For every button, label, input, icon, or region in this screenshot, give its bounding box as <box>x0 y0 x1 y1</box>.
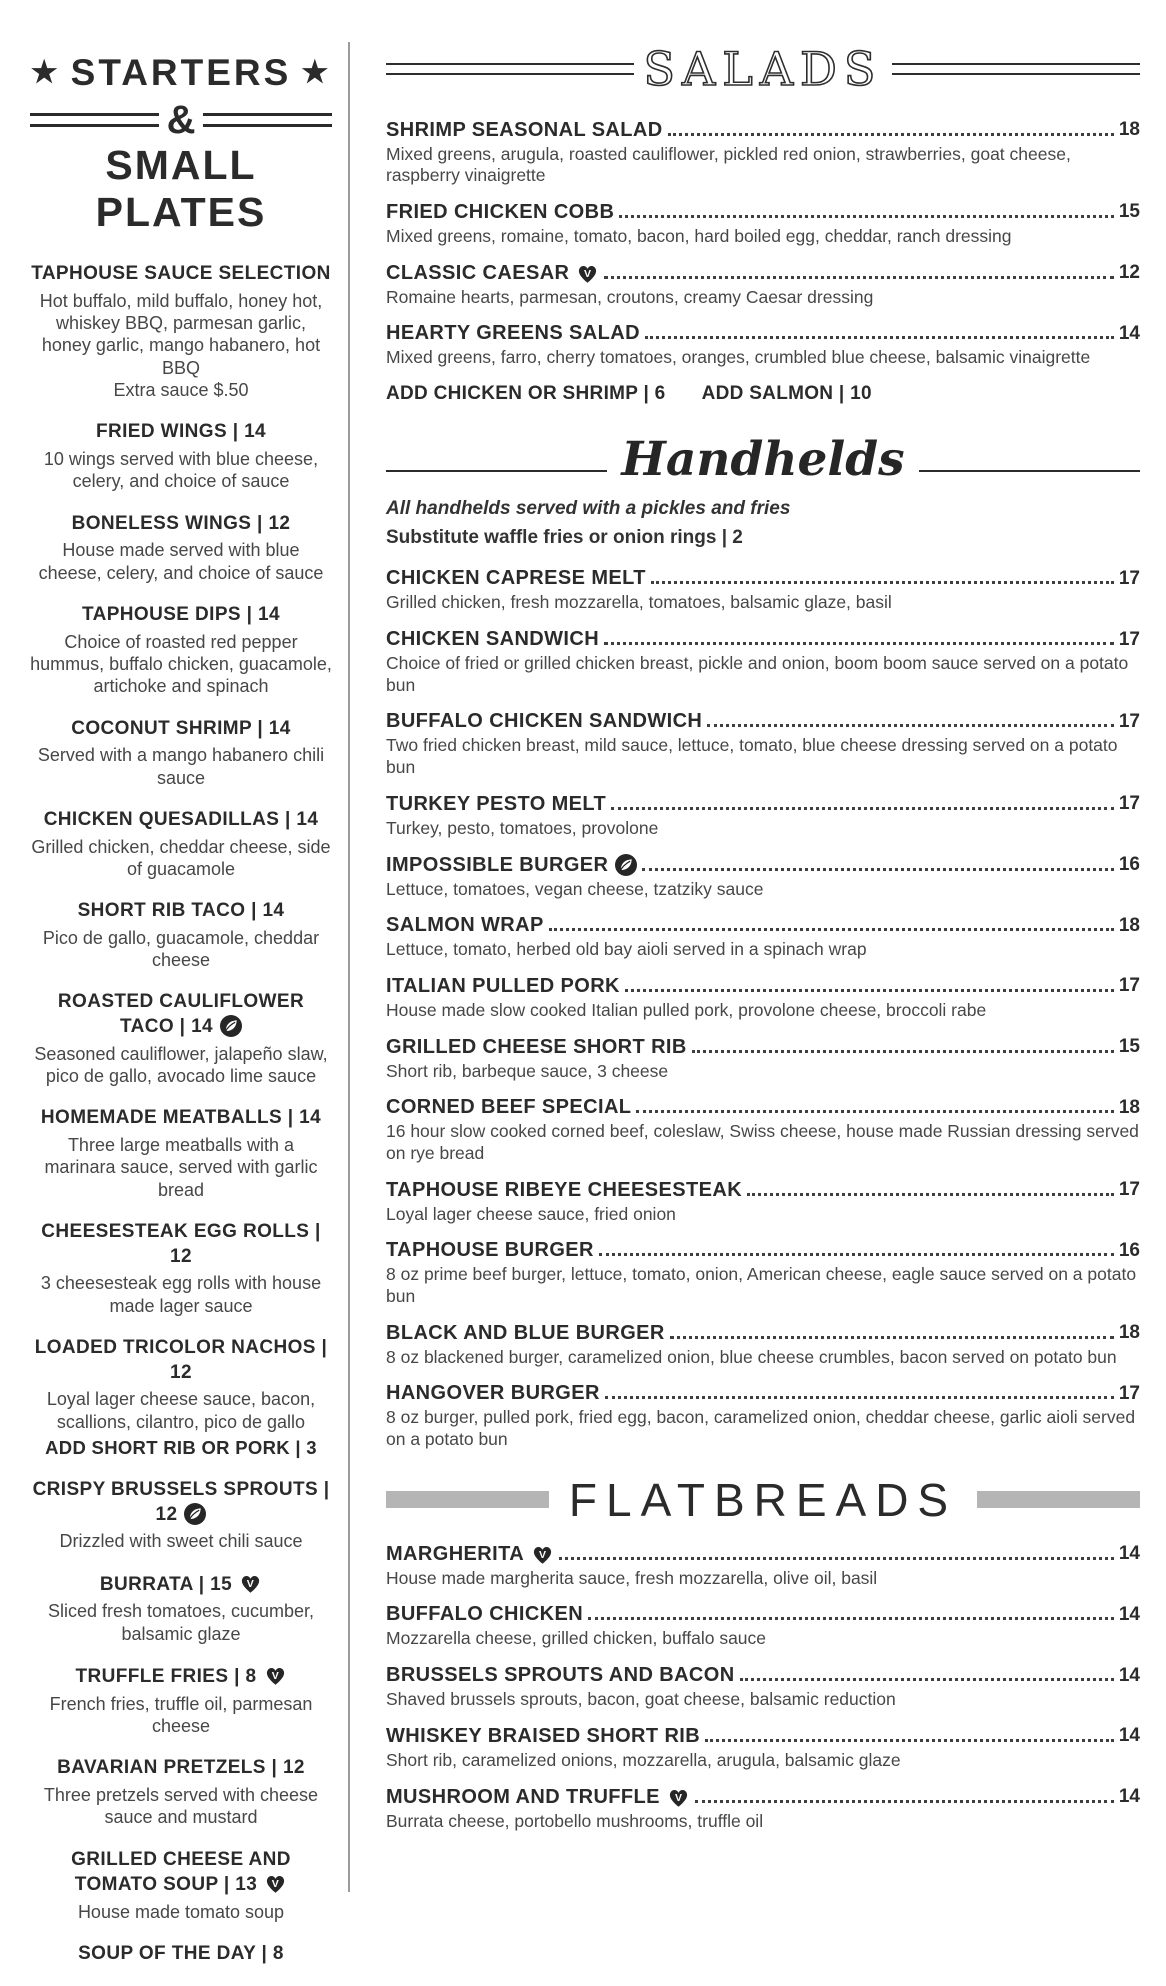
menu-item <box>30 603 332 698</box>
item-price: 14 <box>1118 1543 1140 1565</box>
rule <box>919 470 1140 472</box>
menu-item <box>386 201 1140 248</box>
item-description: 10 wings served with blue cheese, celery, and choice of sauce <box>43 448 319 492</box>
item-name-row <box>386 1239 1140 1262</box>
item-name: HEARTY GREENS SALAD <box>386 322 640 345</box>
menu-item <box>386 567 1140 614</box>
menu-item <box>386 1603 1140 1650</box>
salad-addons <box>386 383 1140 405</box>
item-name: BUFFALO CHICKEN <box>386 1603 584 1626</box>
item-name: CHICKEN CAPRESE MELT <box>386 567 646 590</box>
item-description: Mozzarella cheese, grilled chicken, buffalo sauce <box>386 1628 767 1649</box>
item-description: 16 hour slow cooked corned beef, coleslaw, Swiss cheese, house made Russian dressing served on rye bread <box>386 1121 1139 1163</box>
small-plates-title: SMALL PLATES <box>95 142 267 235</box>
item-description: Grilled chicken, fresh mozzarella, tomatoes, balsamic glaze, basil <box>386 592 892 613</box>
item-name: COCONUT SHRIMP | 14 <box>71 717 291 739</box>
item-description: Choice of fried or grilled chicken breast, pickle and onion, boom boom sauce served on a potato bun <box>386 653 1129 695</box>
menu-item <box>386 710 1140 778</box>
item-price: 15 <box>1118 201 1140 223</box>
item-price: 17 <box>1118 793 1140 815</box>
item-price: 14 <box>1118 1725 1140 1747</box>
menu-item <box>30 717 332 789</box>
handhelds-substitute-note: Substitute waffle fries or onion rings | 2 <box>386 527 743 549</box>
item-name-row <box>386 628 1140 651</box>
vegetarian-heart-icon <box>264 1872 287 1895</box>
item-price: 14 <box>1118 1664 1140 1686</box>
dotted-leader <box>642 868 1113 871</box>
dotted-leader <box>625 989 1114 992</box>
handhelds-heading <box>386 432 1140 488</box>
item-name-row <box>386 1725 1140 1748</box>
leaf-icon <box>220 1015 242 1037</box>
dotted-leader <box>559 1557 1114 1560</box>
menu-item <box>30 420 332 492</box>
salad-addon: ADD CHICKEN OR SHRIMP | 6 <box>386 383 666 405</box>
menu-item <box>30 262 332 401</box>
item-name: HANGOVER BURGER <box>386 1382 600 1405</box>
menu-item <box>386 1664 1140 1711</box>
starters-title-row <box>30 52 332 94</box>
menu-item <box>386 914 1140 961</box>
menu-item <box>386 975 1140 1022</box>
item-description: Hot buffalo, mild buffalo, honey hot, whiskey BBQ, parmesan garlic, honey garlic, mango habanero, hot BBQ <box>39 290 323 378</box>
item-name: LOADED TRICOLOR NACHOS | 12 <box>34 1337 328 1383</box>
item-name-row <box>386 567 1140 590</box>
item-name-row <box>386 201 1140 224</box>
dotted-leader <box>740 1678 1114 1681</box>
svg-text:V: V <box>271 1670 279 1683</box>
item-name: MARGHERITA <box>386 1542 525 1565</box>
dotted-leader <box>747 1193 1114 1196</box>
item-name-row <box>386 322 1140 345</box>
flatbreads-section <box>386 1473 1140 1832</box>
item-description: Three large meatballs with a marinara sauce, served with garlic bread <box>44 1135 318 1200</box>
starters-header <box>30 52 332 236</box>
starters-column <box>30 52 332 1986</box>
item-description: House made tomato soup <box>77 1902 285 1923</box>
item-name: FRIED CHICKEN COBB <box>386 200 615 223</box>
menu-item <box>386 1725 1140 1772</box>
menu-item <box>386 1543 1140 1590</box>
dotted-leader <box>670 1336 1114 1339</box>
item-description: Mixed greens, farro, cherry tomatoes, oranges, crumbled blue cheese, balsamic vinaigrette <box>386 347 1091 368</box>
menu-item <box>30 1848 332 1924</box>
item-name-row <box>386 119 1140 142</box>
vegetarian-heart-icon <box>264 1664 287 1687</box>
item-price: 15 <box>1118 1036 1140 1058</box>
item-name: HOMEMADE MEATBALLS | 14 <box>40 1107 322 1129</box>
item-description: Short rib, caramelized onions, mozzarella, arugula, balsamic glaze <box>386 1749 901 1770</box>
item-description: Turkey, pesto, tomatoes, provolone <box>386 817 659 838</box>
item-description: House made served with blue cheese, celery, and choice of sauce <box>38 540 324 583</box>
item-description: 8 oz blackened burger, caramelized onion, blue cheese crumbles, bacon served on potato bun <box>386 1346 1117 1367</box>
item-name-row <box>386 1786 1140 1809</box>
handhelds-section <box>386 432 1140 1451</box>
menu-item <box>386 854 1140 901</box>
salad-addon: ADD SALMON | 10 <box>701 383 872 405</box>
main-column <box>386 44 1140 1846</box>
dotted-leader <box>599 1253 1114 1256</box>
flatbreads-heading <box>386 1473 1140 1526</box>
item-description: Shaved brussels sprouts, bacon, goat cheese, balsamic reduction <box>386 1689 896 1710</box>
dotted-leader <box>605 1396 1114 1399</box>
item-price: 12 <box>1118 262 1140 284</box>
star-icon <box>301 58 331 88</box>
item-name: CORNED BEEF SPECIAL <box>386 1096 632 1119</box>
dotted-leader <box>604 642 1114 645</box>
item-price: 18 <box>1118 1322 1140 1344</box>
item-description: Drizzled with sweet chili sauce <box>59 1531 303 1552</box>
column-divider <box>348 42 350 1892</box>
item-name-row <box>386 262 1140 285</box>
salads-heading <box>386 44 1140 95</box>
item-description: 8 oz burger, pulled pork, fried egg, bacon, caramelized onion, cheddar cheese, garlic aioli served on a potato bun <box>386 1407 1136 1450</box>
item-name: FRIED WINGS | 14 <box>95 421 267 443</box>
item-name: GRILLED CHEESE SHORT RIB <box>386 1035 687 1058</box>
menu-item <box>30 808 332 880</box>
handhelds-note: All handhelds served with a pickles and fries <box>386 498 791 520</box>
item-name: SALMON WRAP <box>386 914 544 937</box>
item-price: 17 <box>1118 1179 1140 1201</box>
handhelds-title: Handhelds <box>621 432 905 488</box>
item-price: 17 <box>1118 975 1140 997</box>
vegetarian-heart-icon <box>576 262 599 285</box>
item-price: 18 <box>1118 119 1140 141</box>
item-note: Extra sauce $.50 <box>113 379 249 400</box>
item-name-row <box>386 710 1140 733</box>
menu-item <box>30 1106 332 1201</box>
menu-item <box>386 1322 1140 1369</box>
item-description: Burrata cheese, portobello mushrooms, truffle oil <box>386 1810 764 1831</box>
leaf-icon <box>184 1503 206 1525</box>
dotted-leader <box>707 724 1114 727</box>
dotted-leader <box>645 336 1114 339</box>
item-description: Mixed greens, arugula, roasted cauliflower, pickled red onion, strawberries, goat cheese, raspberry vinaigrette <box>386 143 1071 186</box>
star-icon <box>31 58 61 88</box>
leaf-icon <box>615 854 637 876</box>
salads-title: SALADS <box>643 42 883 96</box>
item-name: IMPOSSIBLE BURGER <box>386 853 609 876</box>
item-description: Mixed greens, romaine, tomato, bacon, hard boiled egg, cheddar, ranch dressing <box>386 225 1012 246</box>
item-name: TAPHOUSE SAUCE SELECTION <box>31 263 331 284</box>
item-name-row <box>386 1036 1140 1059</box>
vegetarian-heart-icon <box>239 1572 262 1595</box>
menu-item <box>386 1096 1140 1164</box>
item-description: Pico de gallo, guacamole, cheddar cheese <box>42 927 320 971</box>
item-name: SHRIMP SEASONAL SALAD <box>386 118 663 141</box>
dotted-leader <box>549 928 1114 931</box>
menu-item <box>386 1036 1140 1083</box>
double-rule <box>892 63 1140 75</box>
rule <box>386 470 607 472</box>
item-name: CHICKEN QUESADILLAS | 14 <box>43 808 319 830</box>
item-name: CHEESESTEAK EGG ROLLS | 12 <box>41 1221 321 1267</box>
menu-item <box>386 322 1140 369</box>
gray-bar <box>386 1491 549 1508</box>
item-price: 14 <box>1118 322 1140 344</box>
item-description: Sliced fresh tomatoes, cucumber, balsamic glaze <box>47 1601 315 1644</box>
menu-item <box>386 793 1140 840</box>
item-name-row <box>386 1603 1140 1626</box>
item-description: Loyal lager cheese sauce, fried onion <box>386 1203 676 1224</box>
item-name: TAPHOUSE RIBEYE CHEESESTEAK <box>386 1178 743 1201</box>
item-name: ITALIAN PULLED PORK <box>386 974 620 997</box>
menu-item <box>386 1786 1140 1833</box>
item-price: 18 <box>1118 914 1140 936</box>
starters-title: STARTERS <box>70 52 292 93</box>
flatbreads-items <box>386 1543 1140 1832</box>
dotted-leader <box>651 581 1114 584</box>
item-name: TAPHOUSE DIPS | 14 <box>82 603 280 625</box>
salads-section <box>386 44 1140 405</box>
item-description: Two fried chicken breast, mild sauce, lettuce, tomato, blue cheese dressing served on a potato bun <box>386 735 1118 778</box>
item-description: Romaine hearts, parmesan, croutons, creamy Caesar dressing <box>386 286 874 307</box>
item-name-row <box>386 793 1140 816</box>
item-description: Served with a mango habanero chili sauce <box>37 745 325 788</box>
double-rule <box>386 63 634 75</box>
item-name: CLASSIC CAESAR <box>386 261 570 284</box>
item-name-row <box>386 1096 1140 1119</box>
item-name: BLACK AND BLUE BURGER <box>386 1321 665 1344</box>
item-name: BONELESS WINGS | 12 <box>71 512 291 534</box>
menu-item <box>30 1756 332 1828</box>
item-description: Lettuce, tomato, herbed old bay aioli served in a spinach wrap <box>386 939 867 960</box>
item-description: House made slow cooked Italian pulled pork, provolone cheese, broccoli rabe <box>386 999 987 1020</box>
dotted-leader <box>636 1110 1113 1113</box>
item-description: Loyal lager cheese sauce, bacon, scallions, cilantro, pico de gallo <box>46 1389 316 1432</box>
item-price: 18 <box>1118 1096 1140 1118</box>
item-price: 17 <box>1118 567 1140 589</box>
item-addon: ADD SHORT RIB OR PORK | 3 <box>45 1437 317 1459</box>
item-description: French fries, truffle oil, parmesan cheese <box>49 1693 313 1737</box>
menu-item <box>386 628 1140 696</box>
item-price: 14 <box>1118 1603 1140 1625</box>
item-name: ROASTED CAULIFLOWER TACO | 14 <box>57 991 305 1038</box>
flatbreads-title: FLATBREADS <box>568 1473 958 1526</box>
dotted-leader <box>705 1739 1114 1742</box>
dotted-leader <box>692 1050 1114 1053</box>
item-description: 8 oz prime beef burger, lettuce, tomato, onion, American cheese, eagle sauce served on a potato bun <box>386 1264 1137 1306</box>
item-description: Lettuce, tomatoes, vegan cheese, tzatziky sauce <box>386 878 764 899</box>
item-name-row <box>386 1664 1140 1687</box>
item-name-row <box>386 1179 1140 1202</box>
menu-item <box>30 899 332 971</box>
item-name: CHICKEN SANDWICH <box>386 628 600 651</box>
double-rule <box>203 113 332 127</box>
item-name: WHISKEY BRAISED SHORT RIB <box>386 1724 701 1747</box>
double-rule <box>30 113 159 127</box>
svg-text:V: V <box>539 1548 547 1561</box>
item-description: House made margherita sauce, fresh mozzarella, olive oil, basil <box>386 1567 878 1588</box>
item-name: CRISPY BRUSSELS SPROUTS | 12 <box>32 1479 330 1525</box>
item-name-row <box>386 1322 1140 1345</box>
menu-item <box>386 1382 1140 1450</box>
item-name: BRUSSELS SPROUTS AND BACON <box>386 1664 735 1687</box>
menu-item <box>386 119 1140 187</box>
item-price: 17 <box>1118 710 1140 732</box>
item-description: Three pretzels served with cheese sauce and mustard <box>43 1785 319 1828</box>
ampersand-divider <box>30 98 332 142</box>
salads-items <box>386 119 1140 369</box>
item-name: MUSHROOM AND TRUFFLE <box>386 1785 660 1808</box>
starters-items <box>30 262 332 1967</box>
menu-item <box>30 990 332 1087</box>
menu-item <box>30 512 332 584</box>
dotted-leader <box>619 215 1114 218</box>
menu-item <box>30 1572 332 1645</box>
vegetarian-heart-icon <box>667 1786 690 1809</box>
dotted-leader <box>695 1800 1114 1803</box>
item-name: TURKEY PESTO MELT <box>386 792 607 815</box>
item-name-row <box>386 914 1140 937</box>
item-price: 16 <box>1118 1239 1140 1261</box>
svg-text:V: V <box>584 267 592 280</box>
dotted-leader <box>668 133 1114 136</box>
svg-text:V: V <box>674 1791 682 1804</box>
handhelds-items <box>386 567 1140 1450</box>
dotted-leader <box>588 1617 1114 1620</box>
item-description: 3 cheesesteak egg rolls with house made lager sauce <box>40 1273 322 1316</box>
item-description: Choice of roasted red pepper hummus, buffalo chicken, guacamole, artichoke and spinach <box>30 631 332 697</box>
item-price: 17 <box>1118 628 1140 650</box>
menu-item <box>30 1336 332 1459</box>
item-price: 14 <box>1118 1786 1140 1807</box>
item-name: BUFFALO CHICKEN SANDWICH <box>386 710 703 733</box>
dotted-leader <box>604 276 1113 279</box>
item-name: BAVARIAN PRETZELS | 12 <box>57 1757 305 1779</box>
item-description: Grilled chicken, cheddar cheese, side of guacamole <box>31 836 331 879</box>
item-name: TAPHOUSE BURGER <box>386 1239 594 1262</box>
item-name: TRUFFLE FRIES | 8 V <box>30 1664 332 1690</box>
item-name: SOUP OF THE DAY | 8 <box>78 1943 284 1965</box>
menu-item <box>386 1179 1140 1226</box>
item-description: Short rib, barbeque sauce, 3 cheese <box>386 1060 669 1081</box>
item-name: SHORT RIB TACO | 14 <box>77 900 285 922</box>
menu-item <box>30 1664 332 1737</box>
menu-item <box>386 262 1140 309</box>
svg-text:V: V <box>271 1878 280 1891</box>
item-price: 16 <box>1118 854 1140 875</box>
item-name: GRILLED CHEESE AND TOMATO SOUP | 13 V <box>71 1848 291 1896</box>
item-price: 17 <box>1118 1382 1140 1404</box>
ampersand: & <box>166 98 196 142</box>
item-description: Seasoned cauliflower, jalapeño slaw, pico de gallo, avocado lime sauce <box>34 1043 328 1087</box>
vegetarian-heart-icon <box>531 1543 554 1566</box>
item-name-row <box>386 975 1140 998</box>
menu-item <box>30 1478 332 1553</box>
svg-text:V: V <box>246 1577 255 1590</box>
item-name-row <box>386 1543 1140 1566</box>
menu-item <box>386 1239 1140 1307</box>
menu-item <box>30 1220 332 1317</box>
item-name: BURRATA | 15 V <box>30 1572 332 1598</box>
item-name-row <box>386 1382 1140 1405</box>
gray-bar <box>977 1491 1140 1508</box>
item-name-row <box>386 854 1140 877</box>
menu-item <box>30 1942 332 1967</box>
dotted-leader <box>611 807 1114 810</box>
